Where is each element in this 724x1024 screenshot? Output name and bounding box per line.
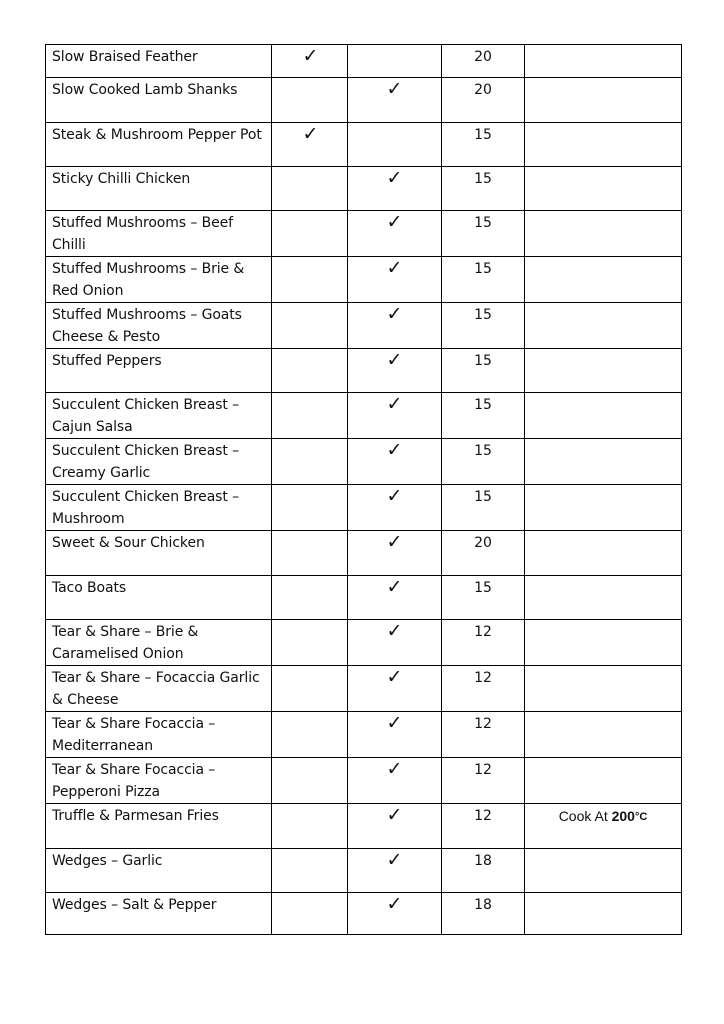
table-row (46, 666, 682, 712)
note-cell (525, 531, 682, 576)
note-cell (525, 620, 682, 666)
cook-minutes: 15 (474, 489, 492, 505)
table-row (46, 576, 682, 620)
tick-cell-col-1 (272, 45, 348, 78)
cook-minutes: 12 (474, 624, 492, 640)
table-row (46, 211, 682, 257)
tick-cell-col-2 (348, 211, 442, 257)
cook-minutes-cell (442, 45, 525, 78)
item-name-cell (46, 349, 272, 393)
cook-minutes-cell (442, 211, 525, 257)
cook-minutes-cell (442, 849, 525, 893)
cooking-times-table (45, 44, 682, 935)
tick-cell-col-2 (348, 393, 442, 439)
table-row (46, 893, 682, 935)
table-row (46, 303, 682, 349)
table-row (46, 531, 682, 576)
tick-cell-col-1 (272, 303, 348, 349)
item-name: Tear & Share Focaccia – Mediterranean (52, 716, 216, 754)
note-cell (525, 893, 682, 935)
table-row (46, 45, 682, 78)
checkmark-icon: ✓ (302, 123, 319, 145)
tick-cell-col-2 (348, 257, 442, 303)
table-row (46, 393, 682, 439)
checkmark-icon: ✓ (302, 45, 319, 67)
item-name-cell (46, 620, 272, 666)
tick-cell-col-1 (272, 211, 348, 257)
item-name-cell (46, 211, 272, 257)
cook-minutes-cell (442, 485, 525, 531)
item-name-cell (46, 123, 272, 167)
table-row (46, 758, 682, 804)
note-cell (525, 349, 682, 393)
cook-minutes: 20 (474, 82, 492, 98)
checkmark-icon: ✓ (386, 78, 403, 100)
table-row (46, 167, 682, 211)
note-cell (525, 576, 682, 620)
tick-cell-col-1 (272, 849, 348, 893)
note-cell (525, 393, 682, 439)
cook-minutes: 15 (474, 127, 492, 143)
tick-cell-col-2 (348, 620, 442, 666)
cook-minutes-cell (442, 804, 525, 849)
item-name: Wedges – Garlic (52, 853, 163, 869)
tick-cell-col-2 (348, 485, 442, 531)
tick-cell-col-1 (272, 257, 348, 303)
checkmark-icon: ✓ (386, 349, 403, 371)
cook-minutes-cell (442, 167, 525, 211)
tick-cell-col-2 (348, 78, 442, 123)
cook-minutes: 18 (474, 897, 492, 913)
tick-cell-col-2 (348, 758, 442, 804)
tick-cell-col-2 (348, 531, 442, 576)
item-name: Steak & Mushroom Pepper Pot (52, 127, 262, 143)
tick-cell-col-1 (272, 349, 348, 393)
cook-minutes: 15 (474, 397, 492, 413)
table-body (46, 45, 682, 935)
note-cell (525, 485, 682, 531)
checkmark-icon: ✓ (386, 485, 403, 507)
note-prefix: Cook At (558, 808, 612, 824)
table-row (46, 804, 682, 849)
tick-cell-col-1 (272, 712, 348, 758)
cook-minutes: 12 (474, 716, 492, 732)
checkmark-icon: ✓ (386, 758, 403, 780)
tick-cell-col-1 (272, 576, 348, 620)
cook-minutes-cell (442, 712, 525, 758)
cook-minutes-cell (442, 439, 525, 485)
item-name-cell (46, 45, 272, 78)
item-name: Stuffed Mushrooms – Beef Chilli (52, 215, 233, 253)
tick-cell-col-1 (272, 167, 348, 211)
checkmark-icon: ✓ (386, 393, 403, 415)
item-name: Sweet & Sour Chicken (52, 535, 205, 551)
table-row (46, 123, 682, 167)
table-row (46, 712, 682, 758)
cook-minutes-cell (442, 666, 525, 712)
note-cell (525, 439, 682, 485)
item-name: Slow Cooked Lamb Shanks (52, 82, 238, 98)
cook-minutes: 15 (474, 580, 492, 596)
item-name: Taco Boats (52, 580, 127, 596)
cook-minutes-cell (442, 303, 525, 349)
note-cell (525, 167, 682, 211)
cook-minutes-cell (442, 758, 525, 804)
tick-cell-col-2 (348, 167, 442, 211)
tick-cell-col-1 (272, 666, 348, 712)
cook-minutes-cell (442, 78, 525, 123)
cook-minutes-cell (442, 893, 525, 935)
tick-cell-col-1 (272, 893, 348, 935)
checkmark-icon: ✓ (386, 257, 403, 279)
cook-minutes-cell (442, 620, 525, 666)
tick-cell-col-2 (348, 439, 442, 485)
table-row (46, 349, 682, 393)
tick-cell-col-1 (272, 123, 348, 167)
note-temperature-unit: °C (634, 811, 648, 823)
item-name-cell (46, 804, 272, 849)
cook-minutes-cell (442, 257, 525, 303)
item-name: Truffle & Parmesan Fries (52, 808, 219, 824)
table-row (46, 78, 682, 123)
tick-cell-col-1 (272, 393, 348, 439)
item-name: Tear & Share – Focaccia Garlic & Cheese (52, 670, 260, 708)
cook-minutes-cell (442, 349, 525, 393)
tick-cell-col-1 (272, 439, 348, 485)
cook-minutes: 20 (474, 535, 492, 551)
cook-minutes: 15 (474, 307, 492, 323)
item-name-cell (46, 167, 272, 211)
item-name: Slow Braised Feather (52, 49, 198, 65)
table-row (46, 257, 682, 303)
item-name-cell (46, 78, 272, 123)
tick-cell-col-2 (348, 893, 442, 935)
cook-minutes: 18 (474, 853, 492, 869)
checkmark-icon: ✓ (386, 531, 403, 553)
item-name-cell (46, 393, 272, 439)
item-name-cell (46, 893, 272, 935)
table-row (46, 439, 682, 485)
item-name: Stuffed Mushrooms – Goats Cheese & Pesto (52, 307, 242, 345)
checkmark-icon: ✓ (386, 849, 403, 871)
tick-cell-col-2 (348, 303, 442, 349)
item-name-cell (46, 531, 272, 576)
item-name: Succulent Chicken Breast – Cajun Salsa (52, 397, 240, 435)
item-name: Tear & Share – Brie & Caramelised Onion (52, 624, 199, 662)
item-name-cell (46, 758, 272, 804)
tick-cell-col-2 (348, 576, 442, 620)
cook-minutes-cell (442, 393, 525, 439)
checkmark-icon: ✓ (386, 303, 403, 325)
cook-minutes: 20 (474, 49, 492, 65)
note-cell (525, 45, 682, 78)
note-cell (525, 211, 682, 257)
checkmark-icon: ✓ (386, 804, 403, 826)
item-name: Succulent Chicken Breast – Mushroom (52, 489, 240, 527)
tick-cell-col-2 (348, 666, 442, 712)
note-cell (525, 849, 682, 893)
checkmark-icon: ✓ (386, 167, 403, 189)
item-name: Wedges – Salt & Pepper (52, 897, 217, 913)
note-cell (525, 758, 682, 804)
item-name: Sticky Chilli Chicken (52, 171, 191, 187)
item-name-cell (46, 666, 272, 712)
item-name-cell (46, 303, 272, 349)
cook-minutes: 15 (474, 443, 492, 459)
note-cell (525, 804, 682, 849)
cook-minutes: 12 (474, 670, 492, 686)
tick-cell-col-2 (348, 123, 442, 167)
tick-cell-col-1 (272, 531, 348, 576)
note-temperature: 200 (611, 808, 635, 824)
item-name: Stuffed Peppers (52, 353, 162, 369)
tick-cell-col-1 (272, 804, 348, 849)
cook-minutes: 12 (474, 808, 492, 824)
tick-cell-col-2 (348, 45, 442, 78)
note-cell (525, 257, 682, 303)
cook-minutes: 15 (474, 171, 492, 187)
cook-minutes: 15 (474, 353, 492, 369)
tick-cell-col-1 (272, 620, 348, 666)
item-name: Succulent Chicken Breast – Creamy Garlic (52, 443, 240, 481)
tick-cell-col-2 (348, 804, 442, 849)
table-row (46, 849, 682, 893)
checkmark-icon: ✓ (386, 620, 403, 642)
checkmark-icon: ✓ (386, 439, 403, 461)
checkmark-icon: ✓ (386, 576, 403, 598)
cook-minutes-cell (442, 123, 525, 167)
note-cell (525, 123, 682, 167)
item-name: Stuffed Mushrooms – Brie & Red Onion (52, 261, 245, 299)
tick-cell-col-2 (348, 849, 442, 893)
item-name-cell (46, 576, 272, 620)
tick-cell-col-1 (272, 78, 348, 123)
checkmark-icon: ✓ (386, 893, 403, 915)
note-cell (525, 78, 682, 123)
note-cell (525, 666, 682, 712)
item-name-cell (46, 712, 272, 758)
checkmark-icon: ✓ (386, 211, 403, 233)
note-cell (525, 303, 682, 349)
checkmark-icon: ✓ (386, 666, 403, 688)
cook-minutes: 15 (474, 215, 492, 231)
cook-minutes-cell (442, 531, 525, 576)
cook-minutes: 12 (474, 762, 492, 778)
item-name-cell (46, 439, 272, 485)
item-name: Tear & Share Focaccia – Pepperoni Pizza (52, 762, 216, 800)
cook-minutes-cell (442, 576, 525, 620)
item-name-cell (46, 485, 272, 531)
note-cell (525, 712, 682, 758)
tick-cell-col-2 (348, 712, 442, 758)
tick-cell-col-1 (272, 758, 348, 804)
table-row (46, 485, 682, 531)
tick-cell-col-1 (272, 485, 348, 531)
item-name-cell (46, 257, 272, 303)
table-row (46, 620, 682, 666)
cook-minutes: 15 (474, 261, 492, 277)
item-name-cell (46, 849, 272, 893)
checkmark-icon: ✓ (386, 712, 403, 734)
tick-cell-col-2 (348, 349, 442, 393)
